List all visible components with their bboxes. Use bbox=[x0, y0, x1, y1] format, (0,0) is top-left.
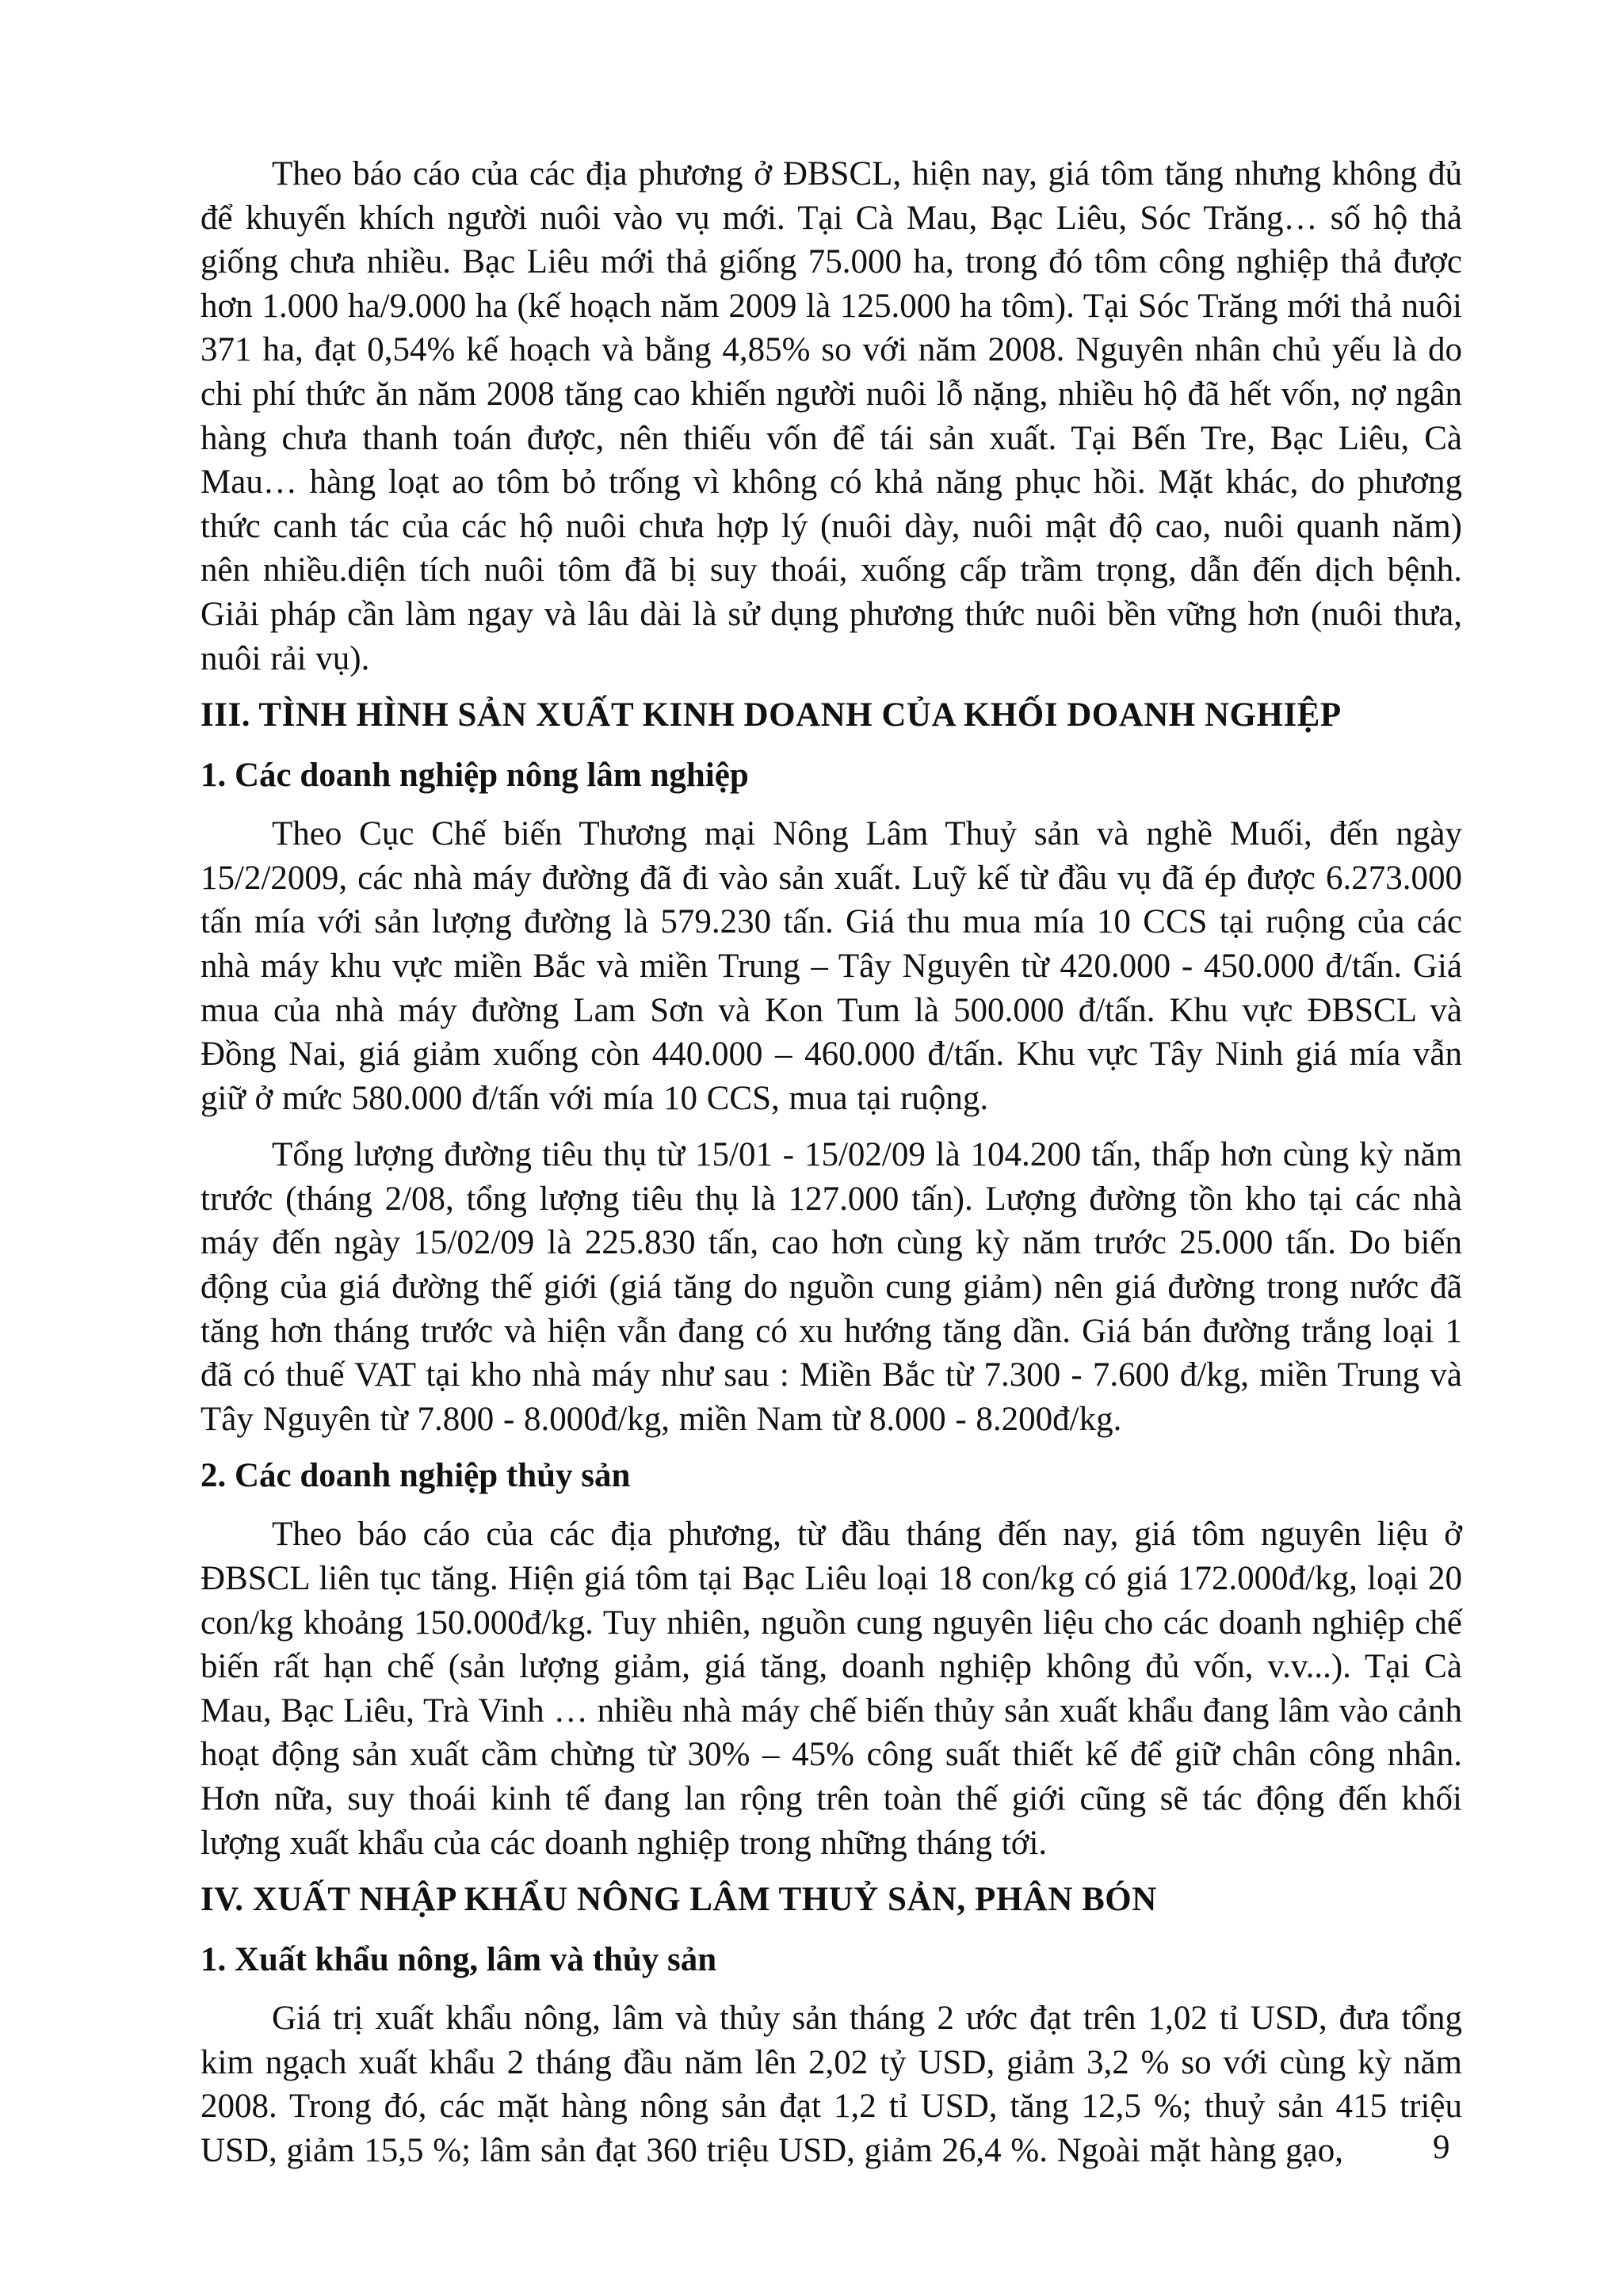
document-body bbox=[200, 152, 1462, 2186]
page-number: 9 bbox=[1433, 2129, 1450, 2166]
subheading-exports: 1. Xuất khẩu nông, lâm và thủy sản bbox=[200, 1941, 717, 1979]
para-export-value: Giá trị xuất khẩu nông, lâm và thủy sản tháng 2 ước đạt trên 1,02 tỉ USD, đưa tổng kim ngạch xuất khẩu 2 tháng đầu năm lên 2,02 tỷ USD, giảm 3,2 % so với cùng kỳ năm 2008. Trong đó, các mặt hàng nông sản đạt 1,2 tỉ USD, tăng 12,5 %; thuỷ sản 415 triệu USD, giảm 15,5 %; lâm sản đạt 360 triệu USD, giảm 26,4 %. Ngoài mặt hàng gạo, bbox=[200, 2000, 1462, 2169]
para-shrimp-prices: Theo báo cáo của các địa phương, từ đầu tháng đến nay, giá tôm nguyên liệu ở ĐBSCL liên tục tăng. Hiện giá tôm tại Bạc Liêu loại 18 con/kg có giá 172.000đ/kg, loại 20 con/kg khoảng 150.000đ/kg. Tuy nhiên, nguồn cung nguyên liệu cho các doanh nghiệp chế biến rất hạn chế (sản lượng giảm, giá tăng, doanh nghiệp không đủ vốn, v.v...). Tại Cà Mau, Bạc Liêu, Trà Vinh … nhiều nhà máy chế biến thủy sản xuất khẩu đang lâm vào cảnh hoạt động sản xuất cầm chừng từ 30% – 45% công suất thiết kế để giữ chân công nhân. Hơn nữa, suy thoái kinh tế đang lan rộng trên toàn thế giới cũng sẽ tác động đến khối lượng xuất khẩu của các doanh nghiệp trong những tháng tới. bbox=[200, 1516, 1462, 1862]
para-shrimp-mekong: Theo báo cáo của các địa phương ở ĐBSCL, hiện nay, giá tôm tăng nhưng không đủ để khuyến khích người nuôi vào vụ mới. Tại Cà Mau, Bạc Liêu, Sóc Trăng… số hộ thả giống chưa nhiều. Bạc Liêu mới thả giống 75.000 ha, trong đó tôm công nghiệp thả được hơn 1.000 ha/9.000 ha (kế hoạch năm 2009 là 125.000 ha tôm). Tại Sóc Trăng mới thả nuôi 371 ha, đạt 0,54% kế hoạch và bằng 4,85% so với năm 2008. Nguyên nhân chủ yếu là do chi phí thức ăn năm 2008 tăng cao khiến người nuôi lỗ nặng, nhiều hộ đã hết vốn, nợ ngân hàng chưa thanh toán được, nên thiếu vốn để tái sản xuất. Tại Bến Tre, Bạc Liêu, Cà Mau… hàng loạt ao tôm bỏ trống vì không có khả năng phục hồi. Mặt khác, do phương thức canh tác của các hộ nuôi chưa hợp lý (nuôi dày, nuôi mật độ cao, nuôi quanh năm) nên nhiều.diện tích nuôi tôm đã bị suy thoái, xuống cấp trầm trọng, dẫn đến dịch bệnh. Giải pháp cần làm ngay và lâu dài là sử dụng phương thức nuôi bền vững hơn (nuôi thưa, nuôi rải vụ). bbox=[200, 155, 1462, 677]
section-heading-iv: IV. XUẤT NHẬP KHẨU NÔNG LÂM THUỶ SẢN, PHÂN BÓN bbox=[200, 1881, 1157, 1919]
subheading-fishery-enterprises: 2. Các doanh nghiệp thủy sản bbox=[200, 1457, 631, 1495]
para-sugar-production: Theo Cục Chế biến Thương mại Nông Lâm Thuỷ sản và nghề Muối, đến ngày 15/2/2009, các nhà máy đường đã đi vào sản xuất. Luỹ kế từ đầu vụ đã ép được 6.273.000 tấn mía với sản lượng đường là 579.230 tấn. Giá thu mua mía 10 CCS tại ruộng của các nhà máy khu vực miền Bắc và miền Trung – Tây Nguyên từ 420.000 - 450.000 đ/tấn. Giá mua của nhà máy đường Lam Sơn và Kon Tum là 500.000 đ/tấn. Khu vực ĐBSCL và Đồng Nai, giá giảm xuống còn 440.000 – 460.000 đ/tấn. Khu vực Tây Ninh giá mía vẫn giữ ở mức 580.000 đ/tấn với mía 10 CCS, mua tại ruộng. bbox=[200, 815, 1462, 1117]
subheading-agri-forestry-enterprises: 1. Các doanh nghiệp nông lâm nghiệp bbox=[200, 757, 749, 795]
para-sugar-consumption: Tổng lượng đường tiêu thụ từ 15/01 - 15/02/09 là 104.200 tấn, thấp hơn cùng kỳ năm trước (tháng 2/08, tổng lượng tiêu thụ là 127.000 tấn). Lượng đường tồn kho tại các nhà máy đến ngày 15/02/09 là 225.830 tấn, cao hơn cùng kỳ năm trước 25.000 tấn. Do biến động của giá đường thế giới (giá tăng do nguồn cung giảm) nên giá đường trong nước đã tăng hơn tháng trước và hiện vẫn đang có xu hướng tăng dần. Giá bán đường trắng loại 1 đã có thuế VAT tại kho nhà máy như sau : Miền Bắc từ 7.300 - 7.600 đ/kg, miền Trung và Tây Nguyên từ 7.800 - 8.000đ/kg, miền Nam từ 8.000 - 8.200đ/kg. bbox=[200, 1136, 1462, 1438]
section-heading-iii: III. TÌNH HÌNH SẢN XUẤT KINH DOANH CỦA KHỐI DOANH NGHIỆP bbox=[200, 696, 1342, 734]
